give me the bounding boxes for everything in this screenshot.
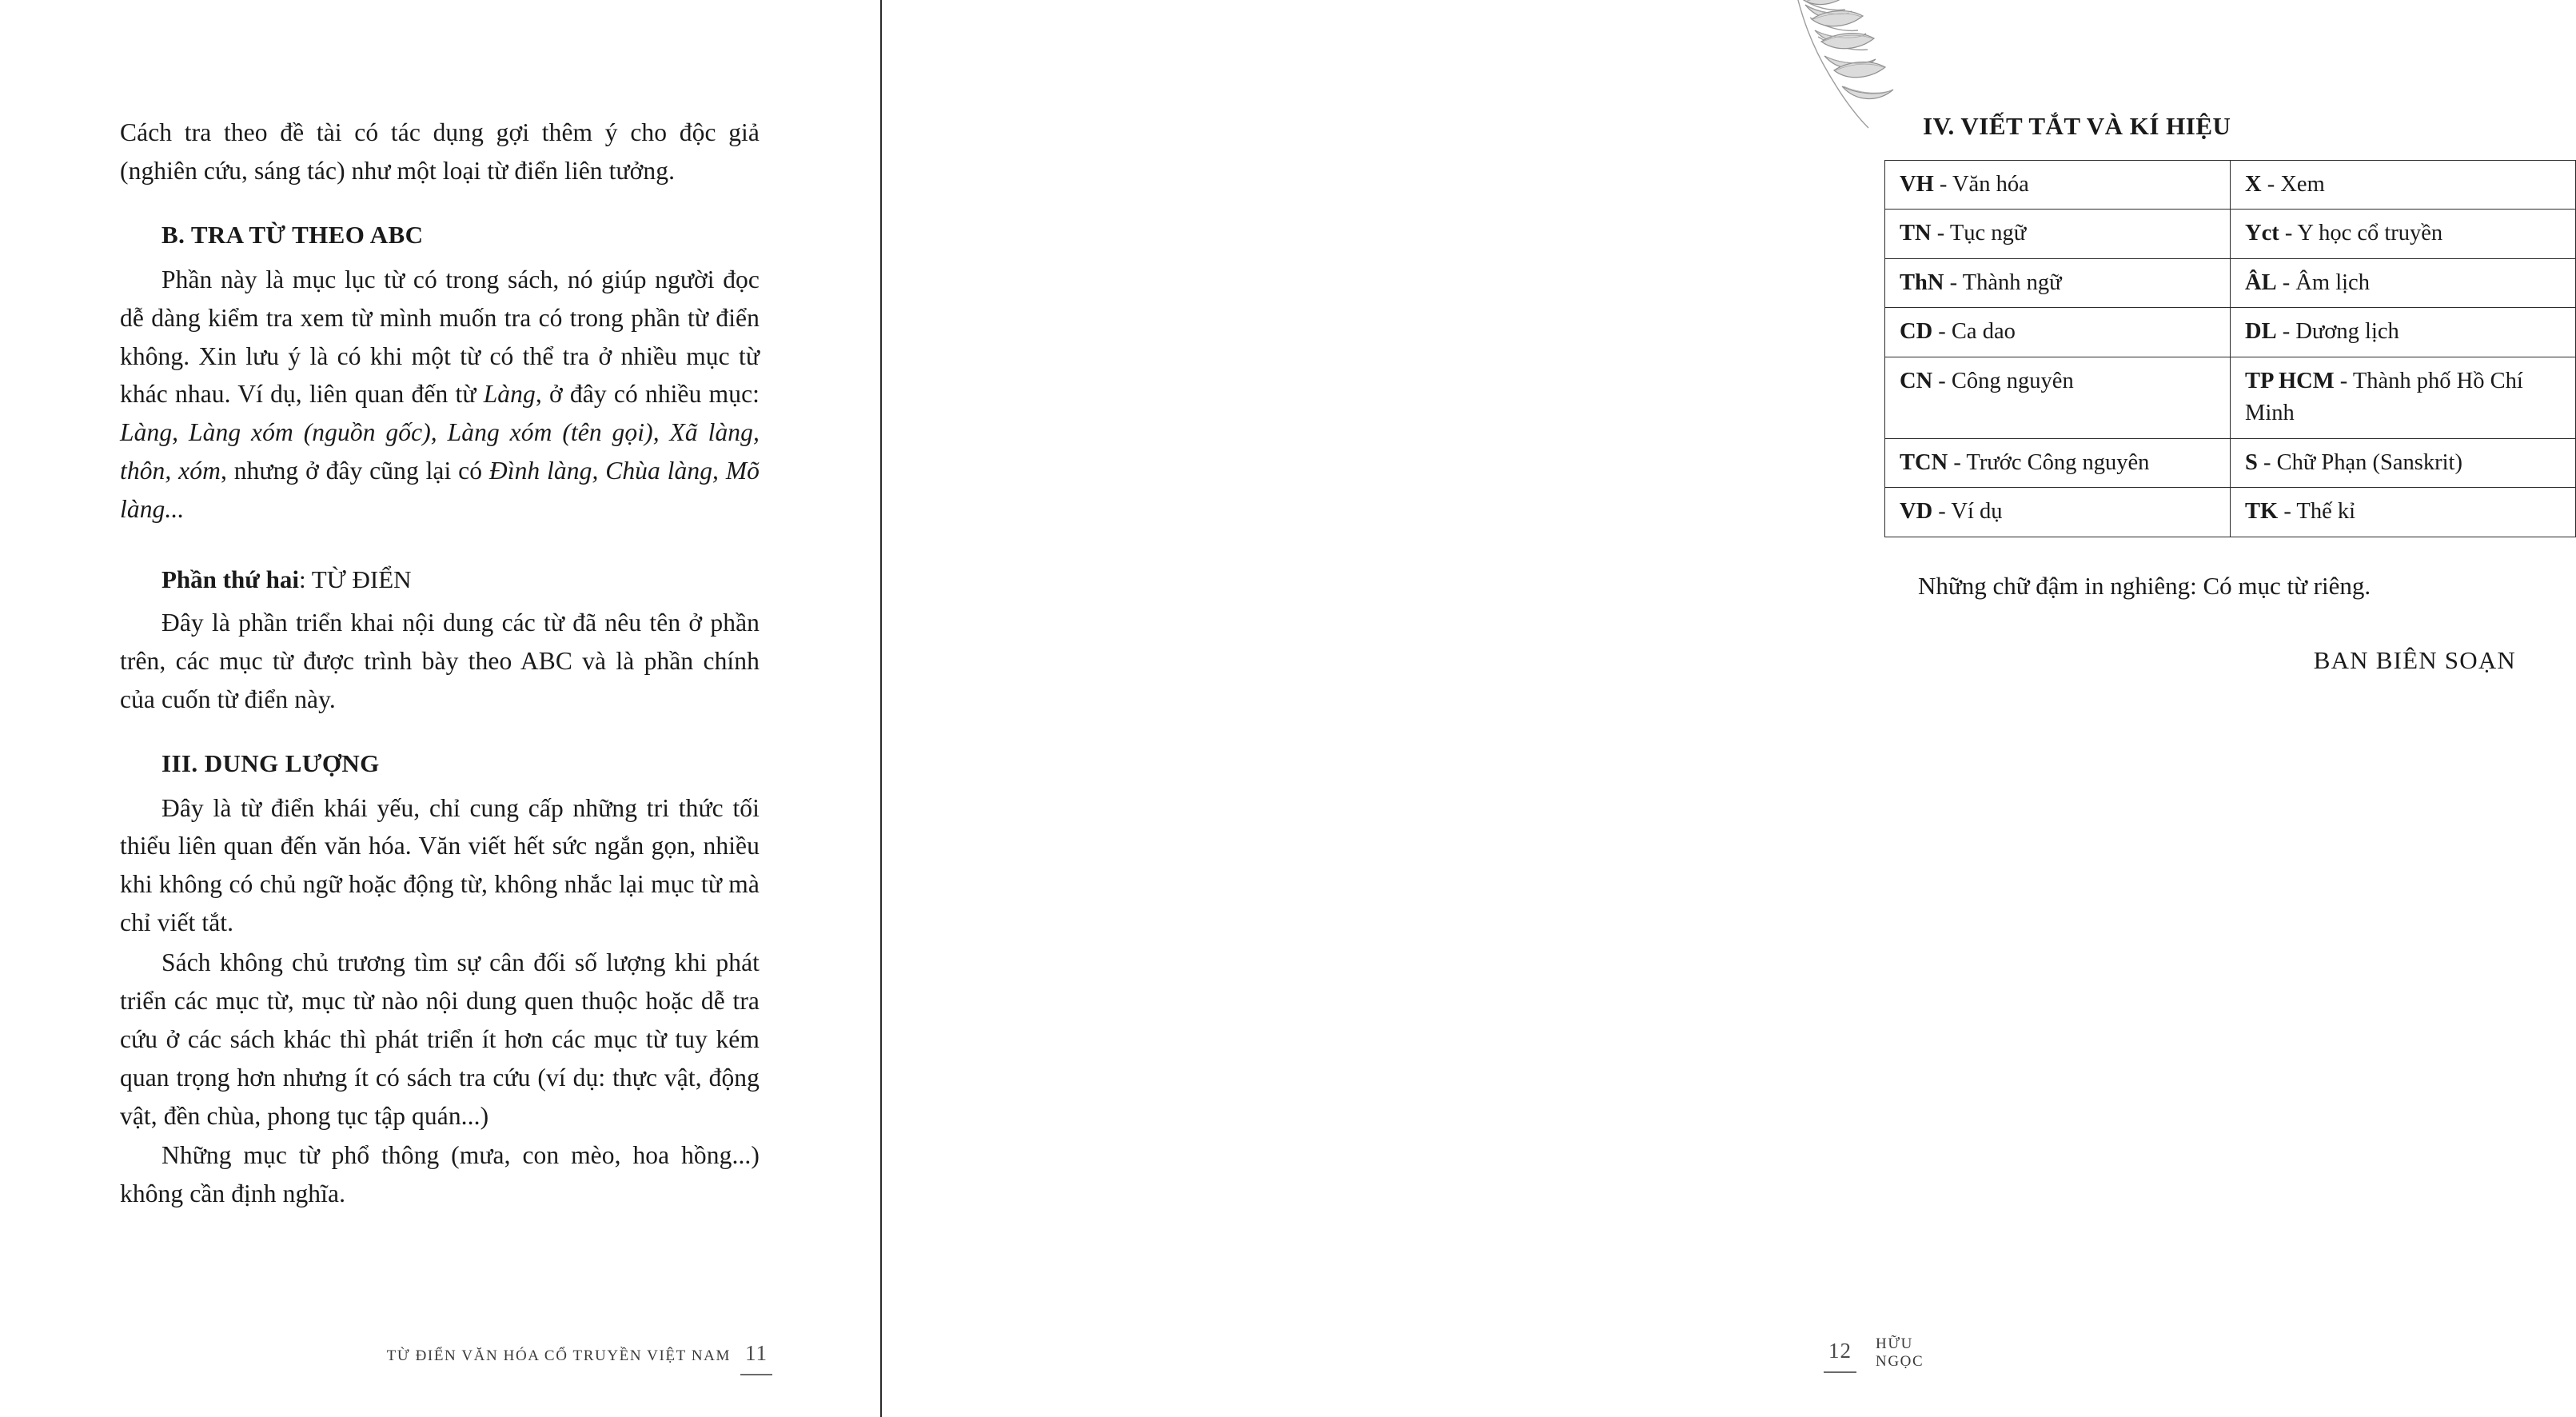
abbr-term: TK xyxy=(2245,499,2279,525)
abbr-term: CN xyxy=(1900,368,1933,393)
paragraph-dung-luong-2: Sách không chủ trương tìm sự cân đối số lượng khi phát triển các mục từ, mục từ nào nội dung quen thuộc hoặc dễ tra cứu ở các sách khác thì phát triển ít hơn các mục từ tuy kém quan trọng hơn nhưng ít có sách tra cứu (ví dụ: thực vật, động vật, đền chùa, phong tục tập quán...) xyxy=(120,948,760,1130)
footer-author-name: HỮU NGỌC xyxy=(1876,1335,1924,1370)
abbr-cell-right xyxy=(2231,438,2576,487)
left-page xyxy=(0,0,881,1417)
abbr-meaning: - Ca dao xyxy=(1932,319,2016,345)
abbr-cell-left xyxy=(1885,308,2231,357)
right-page xyxy=(881,0,2523,1417)
heading-phan-thu-hai-rest: : TỪ ĐIỂN xyxy=(298,565,412,593)
abbr-meaning: - Thế kỉ xyxy=(2278,499,2356,525)
signature-editorial-board: BAN BIÊN SOẠN xyxy=(2313,646,2516,675)
table-row xyxy=(1885,357,2576,438)
heading-iii-dung-luong: III. DUNG LƯỢNG xyxy=(161,748,380,777)
heading-b-tra-tu-theo-abc: B. TRA TỪ THEO ABC xyxy=(161,220,424,249)
table-row xyxy=(1885,210,2576,258)
abbr-term: X xyxy=(2245,172,2262,197)
heading-iv-viet-tat-va-ki-hieu: IV. VIẾT TẮT VÀ KÍ HIỆU xyxy=(1923,112,2231,140)
abbr-cell-right xyxy=(2231,161,2576,210)
paragraph-abc-explanation xyxy=(120,261,760,529)
abbr-meaning: - Công nguyên xyxy=(1932,368,2074,393)
abbr-term: Yct xyxy=(2245,221,2279,246)
abbr-term: ÂL xyxy=(2245,269,2277,295)
table-row xyxy=(1885,488,2576,537)
right-page-footer xyxy=(1828,1335,1924,1371)
abbr-cell-left xyxy=(1885,488,2231,537)
abbr-term: CD xyxy=(1900,319,1933,345)
paragraph-abc-part-c: , nhưng ở đây cũng lại có xyxy=(220,457,489,485)
abbr-meaning: - Chữ Phạn (Sanskrit) xyxy=(2257,449,2462,475)
abbr-cell-left xyxy=(1885,161,2231,210)
italic-term-lang: Làng xyxy=(483,380,536,409)
abbr-meaning: - Xem xyxy=(2261,172,2325,197)
abbr-cell-right xyxy=(2231,488,2576,537)
italic-term-list-1: Làng, Làng xóm (nguồn gốc), Làng xóm (tên gọi), Xã làng, thôn, xóm xyxy=(120,418,760,485)
abbr-term: ThN xyxy=(1900,269,1944,295)
abbr-meaning: - Y học cổ truyền xyxy=(2279,221,2443,246)
paragraph-intro: Cách tra theo đề tài có tác dụng gợi thêm ý cho độc giả (nghiên cứu, sáng tác) như một loại từ điển liên tưởng. xyxy=(120,118,760,185)
abbr-term: VH xyxy=(1900,172,1934,197)
abbr-cell-left xyxy=(1885,210,2231,258)
left-page-footer xyxy=(120,1341,768,1371)
abbreviations-table xyxy=(1884,160,2576,537)
abbr-meaning: - Ví dụ xyxy=(1932,499,2003,525)
right-text-column xyxy=(1884,112,2524,675)
table-row xyxy=(1885,258,2576,307)
abbr-meaning: - Trước Công nguyên xyxy=(1948,449,2150,475)
abbr-term: TCN xyxy=(1900,449,1948,475)
abbr-term: S xyxy=(2245,449,2258,475)
abbr-term: TN xyxy=(1900,221,1932,246)
table-row xyxy=(1885,161,2576,210)
abbr-meaning: - Thành phố Hồ Chí Minh xyxy=(2245,368,2523,426)
abbr-meaning: - Âm lịch xyxy=(2276,269,2370,295)
note-bold-italic-entries: Những chữ đậm in nghiêng: Có mục từ riêng. xyxy=(1918,571,2371,600)
footer-page-number-right: 12 xyxy=(1828,1339,1852,1368)
heading-phan-thu-hai xyxy=(120,565,760,594)
abbr-term: TP HCM xyxy=(2245,368,2335,393)
paragraph-abc-part-a: Phần này là mục lục từ có trong sách, nó giúp người đọc dễ dàng kiểm tra xem từ mình muốn tra có trong phần từ điển không. Xin lưu ý là có khi một từ có thể tra ở nhiều mục từ khác nhau. Ví dụ, liên quan đến từ xyxy=(120,265,760,409)
abbreviations-table-body xyxy=(1885,161,2576,537)
abbr-meaning: - Thành ngữ xyxy=(1944,269,2062,295)
abbr-cell-left xyxy=(1885,438,2231,487)
footer-page-number-left: 11 xyxy=(745,1341,768,1371)
abbr-term: DL xyxy=(2245,319,2277,345)
paragraph-dung-luong-1: Đây là từ điển khái yếu, chỉ cung cấp những tri thức tối thiểu liên quan đến văn hóa. Văn viết hết sức ngắn gọn, nhiều khi không có chủ ngữ hoặc động từ, không nhắc lại mục từ mà chỉ viết tắt. xyxy=(120,793,760,937)
abbr-term: VD xyxy=(1900,499,1933,525)
abbr-cell-left xyxy=(1885,357,2231,438)
paragraph-abc-part-b: , ở đây có nhiều mục: xyxy=(535,380,760,409)
heading-phan-thu-hai-bold: Phần thứ hai xyxy=(161,565,299,593)
left-text-column xyxy=(120,114,760,1215)
footer-book-title: TỪ ĐIỂN VĂN HÓA CỔ TRUYỀN VIỆT NAM xyxy=(386,1347,731,1364)
abbr-cell-right xyxy=(2231,258,2576,307)
paragraph-dung-luong-3: Những mục từ phổ thông (mưa, con mèo, hoa hồng...) không cần định nghĩa. xyxy=(120,1141,760,1208)
abbr-meaning: - Tục ngữ xyxy=(1931,221,2027,246)
paragraph-tu-dien-description: Đây là phần triển khai nội dung các từ đã nêu tên ở phần trên, các mục từ được trình bày theo ABC và là phần chính của cuốn từ điển này. xyxy=(120,608,760,713)
abbr-meaning: - Văn hóa xyxy=(1933,172,2029,197)
abbr-cell-right xyxy=(2231,308,2576,357)
abbr-cell-right xyxy=(2231,357,2576,438)
abbr-cell-right xyxy=(2231,210,2576,258)
table-row xyxy=(1885,438,2576,487)
abbr-meaning: - Dương lịch xyxy=(2276,319,2399,345)
italic-term-list-2: Đình làng, Chùa làng, Mõ làng... xyxy=(120,457,760,523)
table-row xyxy=(1885,308,2576,357)
abbr-cell-left xyxy=(1885,258,2231,307)
